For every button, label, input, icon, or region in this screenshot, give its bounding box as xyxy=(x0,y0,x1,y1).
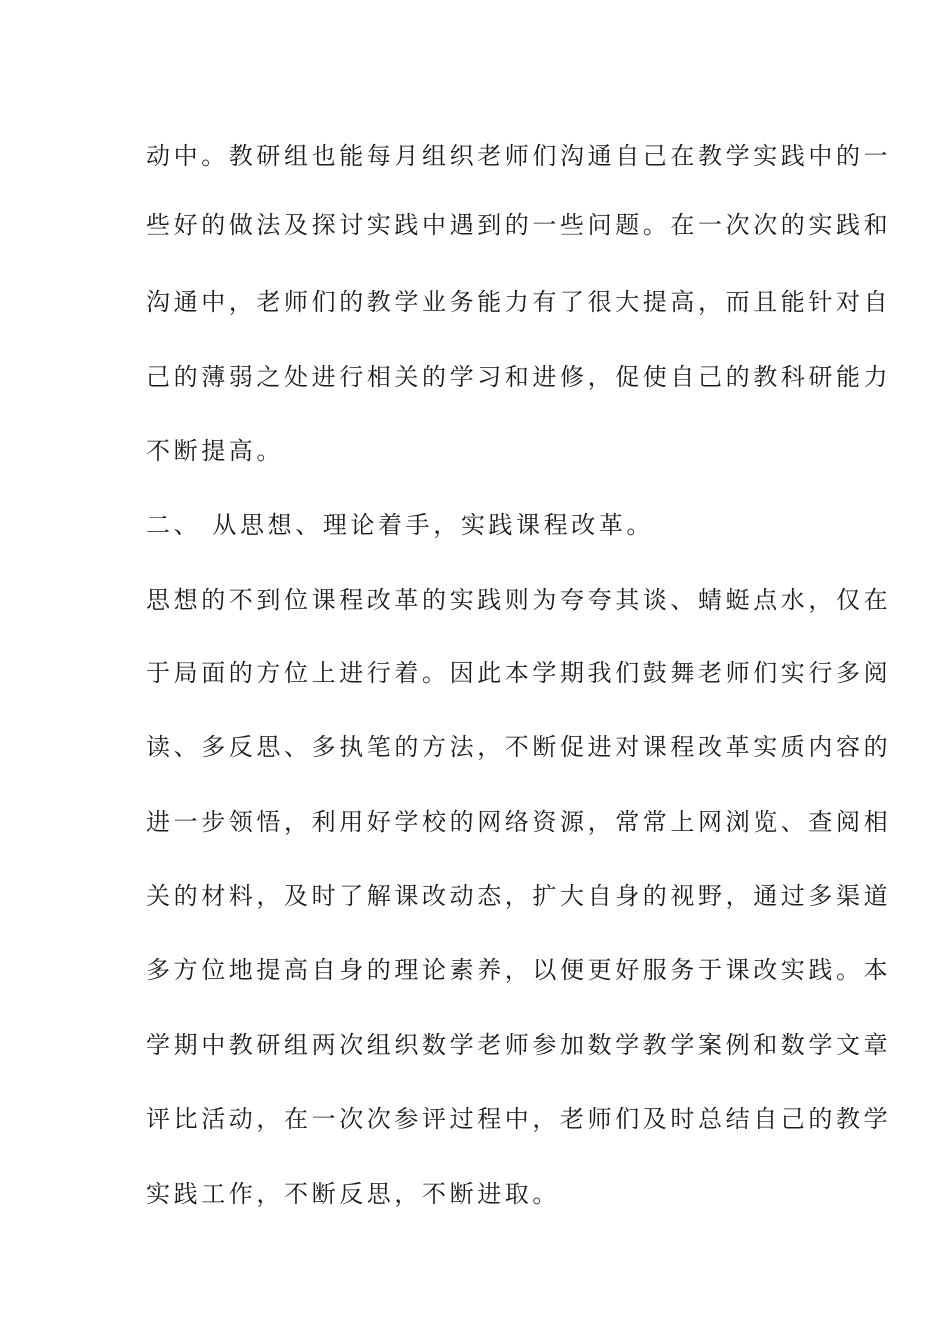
text-line: 读、多反思、多执笔的方法，不断促进对课程改革实质内容的 xyxy=(146,733,892,761)
text-line: 思想的不到位课程改革的实践则为夸夸其谈、蜻蜓点水，仅在 xyxy=(146,586,892,614)
text-line: 学期中教研组两次组织数学老师参加数学教学案例和数学文章 xyxy=(146,1031,892,1059)
text-line: 多方位地提高自身的理论素养，以便更好服务于课改实践。本 xyxy=(146,956,892,984)
text-line: 评比活动，在一次次参评过程中，老师们及时总结自己的教学 xyxy=(146,1105,892,1133)
text-line: 己的薄弱之处进行相关的学习和进修，促使自己的教科研能力 xyxy=(146,363,892,391)
text-line: 进一步领悟，利用好学校的网络资源，常常上网浏览、查阅相 xyxy=(146,808,892,836)
section-heading: 二、 从思想、理论着手，实践课程改革。 xyxy=(146,511,655,539)
text-line: 些好的做法及探讨实践中遇到的一些问题。在一次次的实践和 xyxy=(146,211,892,239)
text-line: 沟通中，老师们的教学业务能力有了很大提高，而且能针对自 xyxy=(146,288,892,316)
text-line: 不断提高。 xyxy=(146,437,284,465)
text-line: 关的材料，及时了解课改动态，扩大自身的视野，通过多渠道 xyxy=(146,882,892,910)
text-line: 动中。教研组也能每月组织老师们沟通自己在教学实践中的一 xyxy=(146,142,892,170)
text-line: 于局面的方位上进行着。因此本学期我们鼓舞老师们实行多阅 xyxy=(146,659,892,687)
text-line: 实践工作，不断反思，不断进取。 xyxy=(146,1180,560,1208)
